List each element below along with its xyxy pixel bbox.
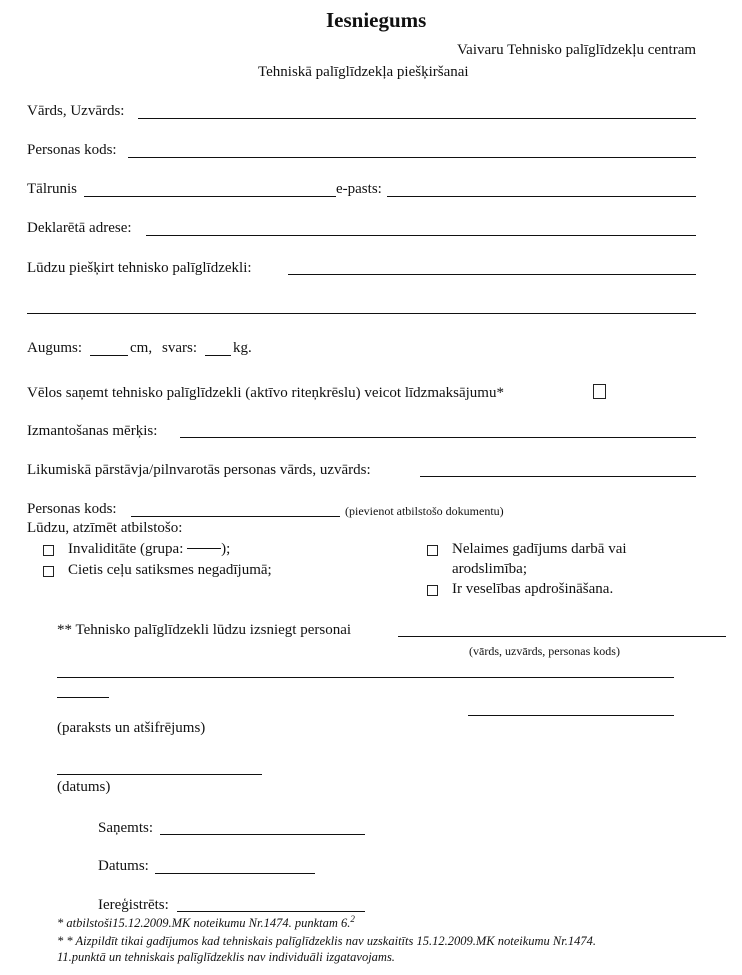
work-accident-label: Nelaimes gadījums darbā vai xyxy=(452,541,627,557)
personal-code-field[interactable] xyxy=(128,157,696,158)
received-label: Saņemts: xyxy=(98,820,153,836)
disability-checkbox[interactable] xyxy=(43,545,54,556)
phone-label: Tālrunis xyxy=(27,181,77,197)
purpose-label: Izmantošanas mērķis: xyxy=(27,423,158,439)
weight-label: svars: xyxy=(162,340,197,356)
height-unit: cm, xyxy=(130,340,153,356)
copay-checkbox[interactable] xyxy=(593,384,606,399)
date-caption: (datums) xyxy=(57,779,111,795)
issue-label: ** Tehnisko palīglīdzekli lūdzu izsniegt personai xyxy=(57,622,352,638)
health-insurance-checkbox[interactable] xyxy=(427,585,438,596)
traffic-accident-checkbox[interactable] xyxy=(43,566,54,577)
issue-person-field-continued[interactable] xyxy=(57,677,674,678)
phone-field[interactable] xyxy=(84,196,336,197)
registered-label: Iereģistrēts: xyxy=(98,897,169,913)
representative-field[interactable] xyxy=(420,476,696,477)
email-field[interactable] xyxy=(387,196,696,197)
name-field[interactable] xyxy=(138,118,696,119)
request-field[interactable] xyxy=(288,274,696,275)
disability-label-end: ); xyxy=(221,541,231,557)
signature-caption: (paraksts un atšifrējums) xyxy=(57,720,206,736)
copay-label: Vēlos saņemt tehnisko palīglīdzekli (aktīvo riteņkrēslu) veicot līdzmaksājumu* xyxy=(27,385,504,401)
issue-person-field[interactable] xyxy=(398,636,726,637)
checklist-heading: Lūdzu, atzīmēt atbilstošo: xyxy=(27,520,183,536)
weight-field[interactable] xyxy=(205,355,231,356)
health-insurance-label: Ir veselības apdrošināšana. xyxy=(452,581,614,597)
disability-group-field[interactable] xyxy=(187,548,221,549)
date-field[interactable] xyxy=(57,774,262,775)
footnote-2-continued: 11.punktā un tehniskais palīglīdzeklis nav individuāli izgatavojams. xyxy=(57,950,395,964)
address-label: Deklarētā adrese: xyxy=(27,220,132,236)
signature-field[interactable] xyxy=(468,715,674,716)
rep-code-field[interactable] xyxy=(131,516,340,517)
purpose-field[interactable] xyxy=(180,437,696,438)
name-label: Vārds, Uzvārds: xyxy=(27,103,125,119)
footnote-2: * * Aizpildīt tikai gadījumos kad tehniskais palīglīdzeklis nav uzskaitīts 15.12.2009.MK noteikumu Nr.1474. xyxy=(57,934,596,948)
email-label: e-pasts: xyxy=(336,181,382,197)
personal-code-label: Personas kods: xyxy=(27,142,117,158)
footnote-1-superscript: 2 xyxy=(350,914,355,924)
work-accident-label-2: arodslimība; xyxy=(452,561,527,577)
traffic-accident-label: Cietis ceļu satiksmes negadījumā; xyxy=(68,562,272,578)
footnote-1 xyxy=(57,914,355,931)
office-date-field[interactable] xyxy=(155,873,315,874)
request-field-continued[interactable] xyxy=(27,313,696,314)
weight-unit: kg. xyxy=(233,340,252,356)
document-title: Iesniegums xyxy=(326,8,427,32)
address-field[interactable] xyxy=(146,235,696,236)
recipient: Vaivaru Tehnisko palīglīdzekļu centram xyxy=(457,42,697,58)
request-label: Lūdzu piešķirt tehnisko palīglīdzekli: xyxy=(27,260,252,276)
issue-caption: (vārds, uzvārds, personas kods) xyxy=(469,644,620,658)
disability-label-text: Invaliditāte (grupa: xyxy=(68,541,188,557)
height-field[interactable] xyxy=(90,355,128,356)
work-accident-checkbox[interactable] xyxy=(427,545,438,556)
issue-person-field-end[interactable] xyxy=(57,697,109,698)
disability-label xyxy=(68,541,230,558)
rep-code-note: (pievienot atbilstošo dokumentu) xyxy=(345,504,504,518)
representative-label: Likumiskā pārstāvja/pilnvarotās personas vārds, uzvārds: xyxy=(27,462,371,478)
height-label: Augums: xyxy=(27,340,83,356)
rep-code-label: Personas kods: xyxy=(27,501,117,517)
office-date-label: Datums: xyxy=(98,858,149,874)
received-field[interactable] xyxy=(160,834,365,835)
footnote-1-text: * atbilstoši15.12.2009.MK noteikumu Nr.1474. punktam 6. xyxy=(57,916,351,931)
subject: Tehniskā palīglīdzekļa piešķiršanai xyxy=(258,64,469,80)
registered-field[interactable] xyxy=(177,911,365,912)
